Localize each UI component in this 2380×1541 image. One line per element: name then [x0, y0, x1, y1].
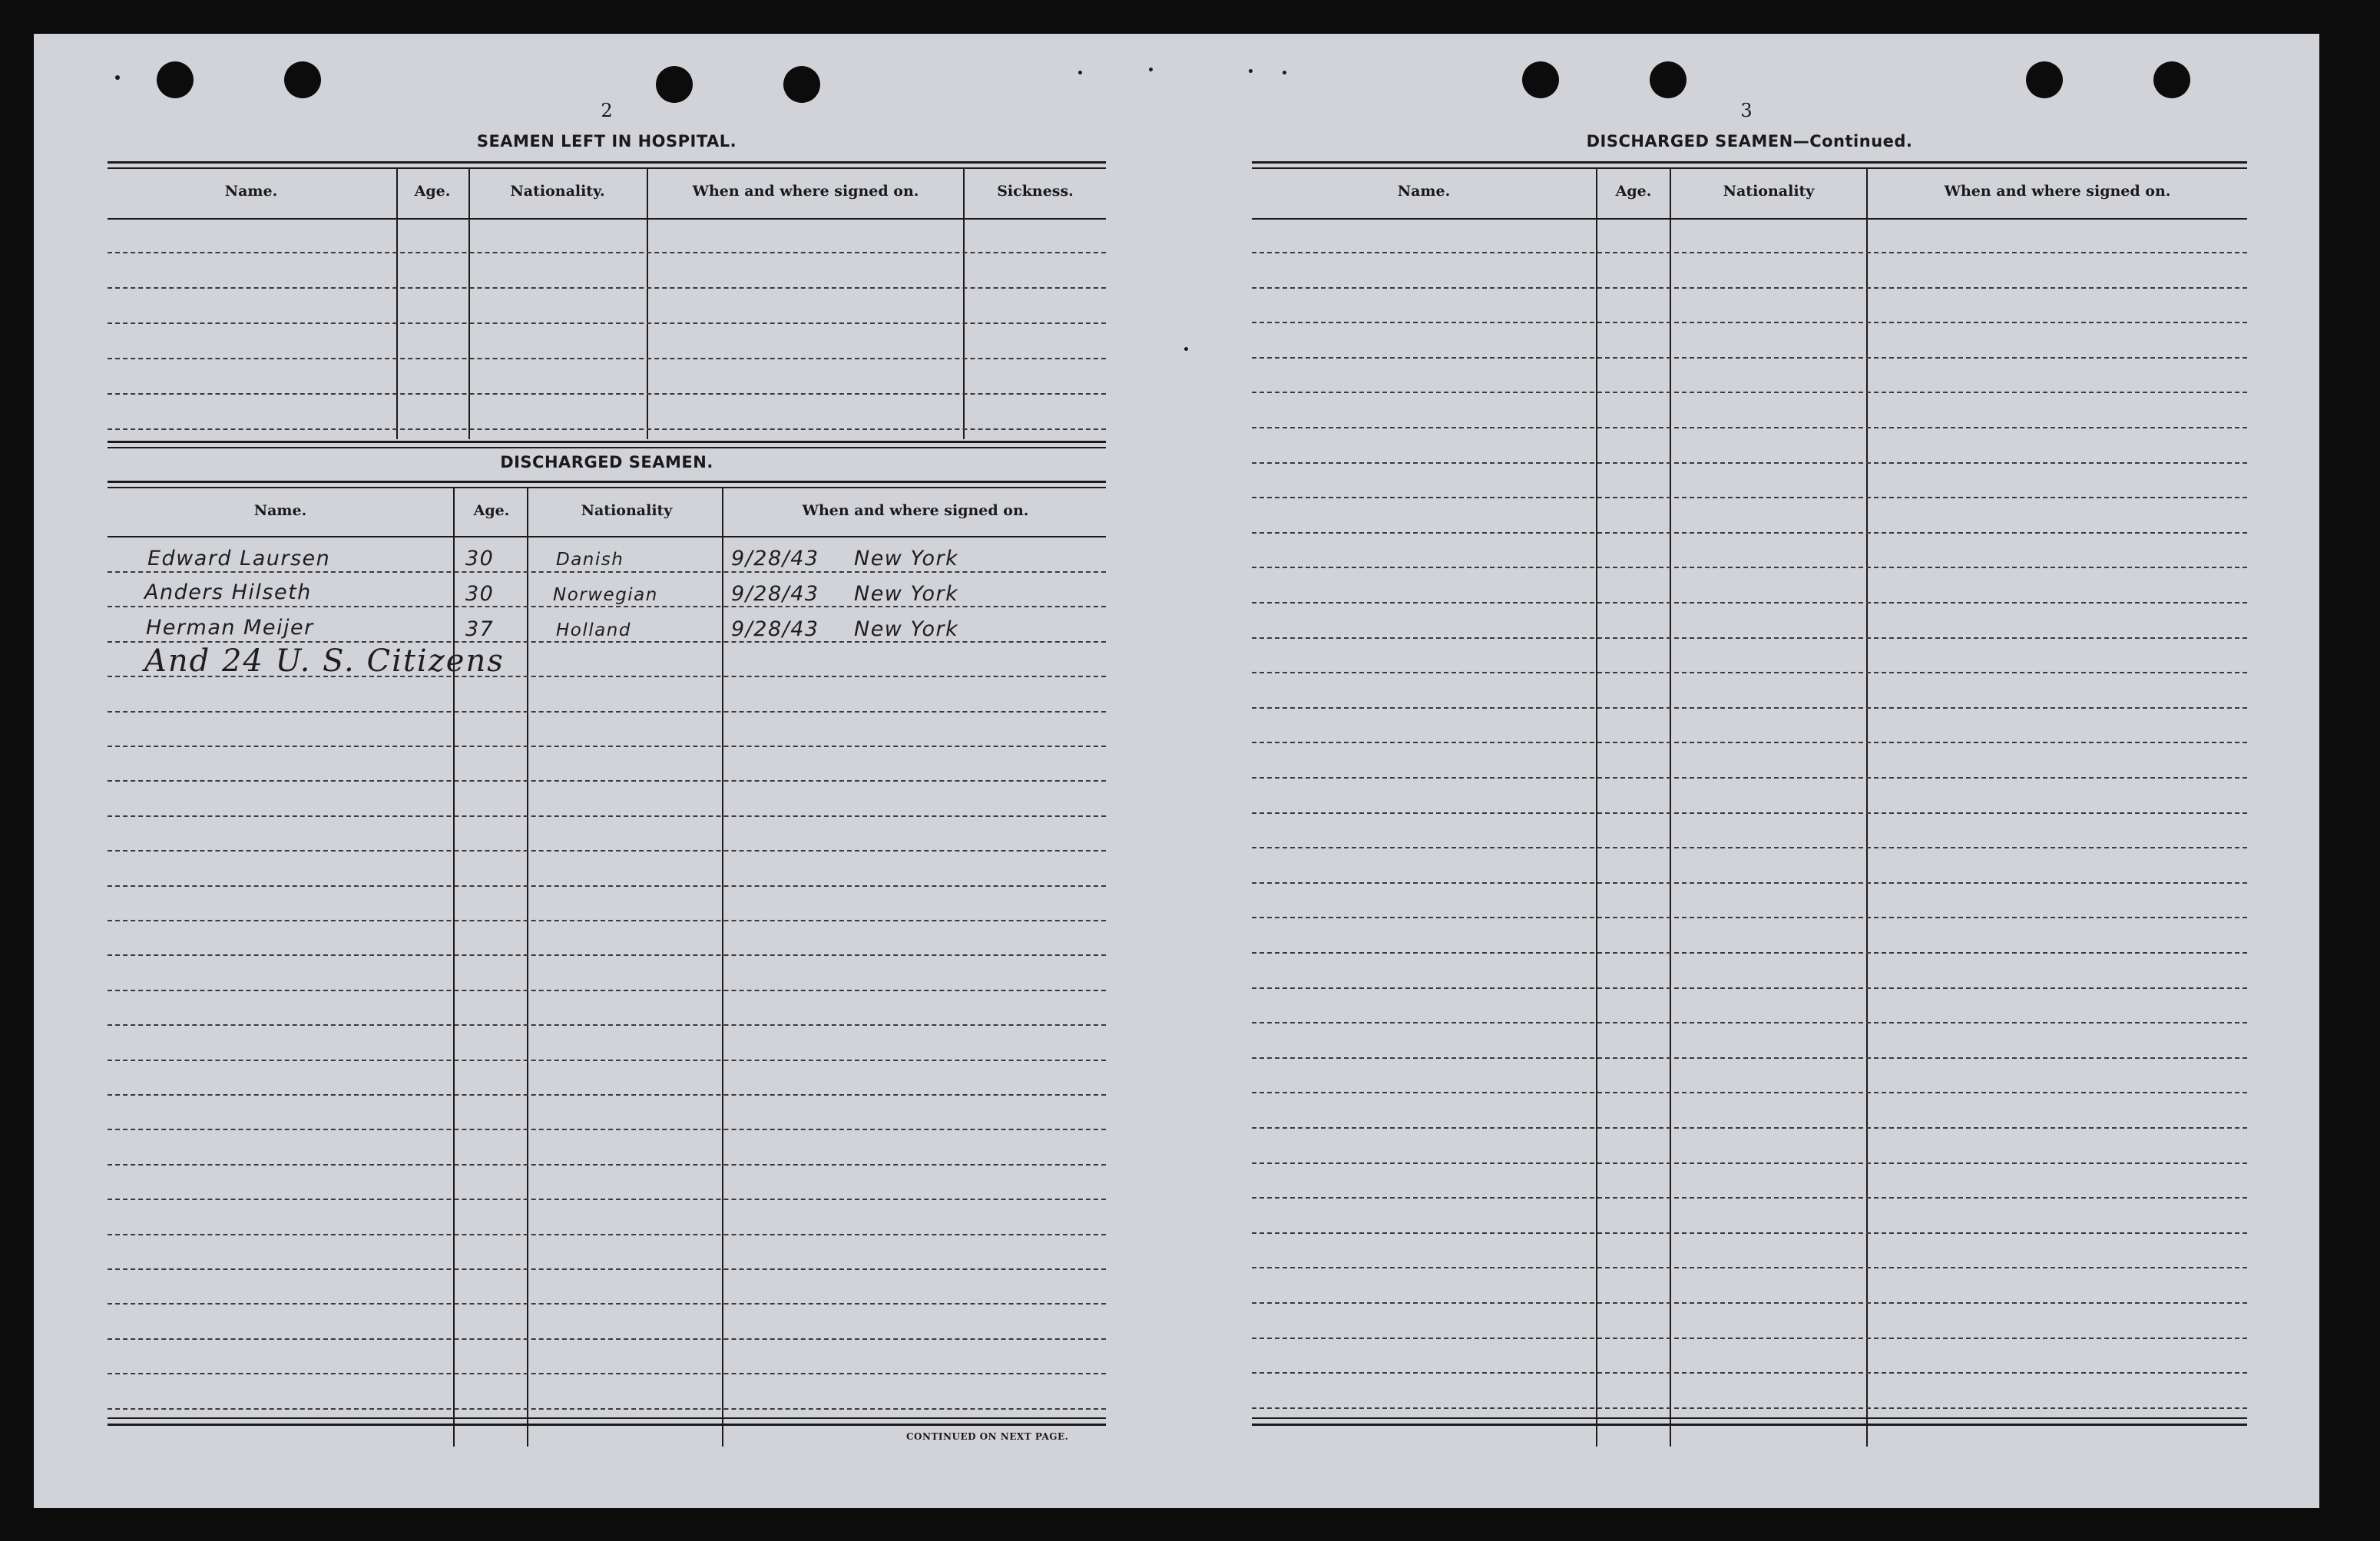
document-sheet [34, 34, 2319, 1508]
rule [1252, 161, 2247, 164]
col-header-sickness: Sickness. [997, 183, 1074, 200]
row-line [108, 606, 1106, 607]
speck [1283, 71, 1286, 74]
seaman-sign-date: 9/28/43 [731, 582, 819, 606]
seaman-age: 30 [465, 547, 495, 570]
row-line [1252, 672, 2247, 673]
row-line [108, 1234, 1106, 1235]
row-line [108, 1024, 1106, 1026]
column-divider [1596, 169, 1597, 1447]
row-line [1252, 1092, 2247, 1093]
col-header-name: Name. [253, 502, 307, 519]
row-line [1252, 1407, 2247, 1409]
seaman-sign-date: 9/28/43 [731, 617, 819, 641]
row-line [1252, 917, 2247, 918]
rule [108, 447, 1106, 448]
column-divider [963, 169, 965, 439]
row-line [1252, 1127, 2247, 1129]
row-line [108, 641, 1106, 643]
row-line [1252, 322, 2247, 323]
row-line [1252, 1162, 2247, 1164]
punch-hole [1522, 61, 1559, 98]
continued-note: CONTINUED ON NEXT PAGE. [906, 1431, 1069, 1442]
page-number-right: 3 [1740, 100, 1753, 121]
seaman-sign-place: New York [854, 582, 959, 606]
row-line [108, 358, 1106, 359]
punch-hole [284, 61, 321, 98]
row-line [1252, 987, 2247, 989]
rule [108, 487, 1106, 488]
seaman-nationality: Holland [556, 620, 631, 640]
row-line [108, 287, 1106, 289]
row-line [1252, 1022, 2247, 1023]
row-line [1252, 812, 2247, 814]
row-line [1252, 637, 2247, 639]
row-line [1252, 392, 2247, 393]
col-header-name: Name. [224, 183, 278, 200]
row-line [108, 252, 1106, 253]
page-number-left: 2 [601, 100, 613, 121]
row-line [1252, 462, 2247, 464]
col-header-signed-on: When and where signed on. [1944, 183, 2171, 200]
seaman-sign-place: New York [854, 547, 959, 570]
row-line [108, 1060, 1106, 1061]
seaman-sign-place: New York [854, 617, 959, 641]
rule [1252, 1417, 2247, 1419]
row-line [108, 1094, 1106, 1096]
row-line [108, 850, 1106, 852]
punch-hole [2153, 61, 2190, 98]
column-divider [468, 169, 470, 439]
row-line [1252, 497, 2247, 498]
rule [1252, 167, 2247, 169]
row-line [1252, 252, 2247, 253]
row-line [1252, 952, 2247, 954]
seaman-nationality: Danish [556, 550, 624, 570]
speck [115, 75, 120, 80]
rule [108, 1417, 1106, 1419]
speck [1249, 69, 1253, 73]
row-line [108, 1164, 1106, 1166]
row-line [1252, 707, 2247, 709]
hospital-section-title: SEAMEN LEFT IN HOSPITAL. [476, 132, 737, 150]
rule [108, 1424, 1106, 1426]
speck [1078, 71, 1082, 74]
col-header-nationality: Nationality [581, 502, 673, 519]
punch-hole [656, 66, 693, 103]
row-line [1252, 1197, 2247, 1199]
row-line [108, 815, 1106, 817]
seaman-name: Herman Meijer [146, 616, 314, 640]
row-line [1252, 427, 2247, 428]
row-line [1252, 357, 2247, 359]
col-header-nationality: Nationality [1723, 183, 1815, 200]
row-line [108, 1268, 1106, 1270]
rule [108, 167, 1106, 169]
row-line [108, 1199, 1106, 1200]
row-line [108, 920, 1106, 921]
col-header-age: Age. [414, 183, 451, 200]
rule [1252, 218, 2247, 220]
col-header-signed-on: When and where signed on. [692, 183, 919, 200]
speck [1149, 68, 1153, 71]
citizens-note: And 24 U. S. Citizens [144, 643, 505, 679]
seaman-sign-date: 9/28/43 [731, 547, 819, 570]
row-line [1252, 567, 2247, 568]
row-line [108, 1303, 1106, 1305]
seaman-nationality: Norwegian [553, 585, 658, 605]
punch-hole [783, 66, 820, 103]
seaman-name: Anders Hilseth [144, 580, 312, 604]
continued-section-title: DISCHARGED SEAMEN—Continued. [1586, 132, 1913, 150]
row-line [1252, 847, 2247, 848]
row-line [108, 1408, 1106, 1410]
punch-hole [2026, 61, 2063, 98]
punch-hole [1650, 61, 1687, 98]
discharged-section-title: DISCHARGED SEAMEN. [500, 453, 713, 471]
row-line [1252, 777, 2247, 779]
row-line [108, 393, 1106, 395]
row-line [1252, 1372, 2247, 1374]
col-header-nationality: Nationality. [510, 183, 605, 200]
row-line [1252, 1232, 2247, 1234]
column-divider [1866, 169, 1868, 1447]
col-header-age: Age. [473, 502, 510, 519]
col-header-age: Age. [1615, 183, 1652, 200]
rule [1252, 1424, 2247, 1426]
row-line [108, 885, 1106, 887]
row-line [108, 1373, 1106, 1374]
row-line [1252, 1057, 2247, 1059]
rule [108, 218, 1106, 220]
seaman-name: Edward Laursen [147, 547, 331, 570]
row-line [1252, 532, 2247, 534]
column-divider [1670, 169, 1671, 1447]
row-line [1252, 742, 2247, 743]
row-line [1252, 1267, 2247, 1268]
row-line [108, 711, 1106, 713]
row-line [108, 746, 1106, 747]
row-line [108, 780, 1106, 782]
rule [108, 161, 1106, 164]
row-line [108, 1338, 1106, 1340]
row-line [108, 954, 1106, 956]
column-divider [647, 169, 648, 439]
row-line [1252, 602, 2247, 604]
row-line [108, 1129, 1106, 1130]
rule [108, 536, 1106, 537]
speck [1184, 347, 1188, 351]
row-line [1252, 287, 2247, 289]
col-header-name: Name. [1397, 183, 1451, 200]
row-line [108, 990, 1106, 991]
row-line [1252, 1338, 2247, 1339]
row-line [108, 571, 1106, 573]
rule [108, 481, 1106, 483]
seaman-age: 37 [465, 617, 495, 641]
col-header-signed-on: When and where signed on. [802, 502, 1029, 519]
row-line [108, 428, 1106, 430]
row-line [1252, 882, 2247, 884]
row-line [1252, 1302, 2247, 1304]
rule [108, 441, 1106, 443]
punch-hole [157, 61, 194, 98]
seaman-age: 30 [465, 582, 495, 606]
column-divider [396, 169, 398, 439]
row-line [108, 322, 1106, 324]
